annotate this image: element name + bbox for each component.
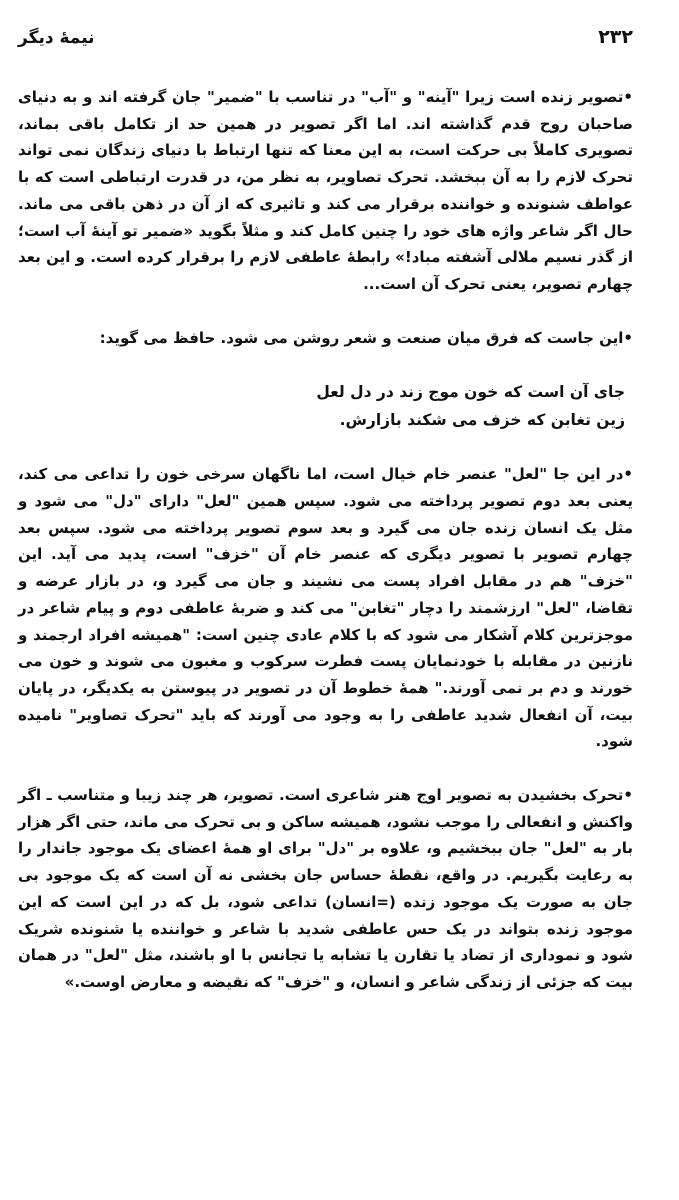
paragraph-4: •تحرک بخشیدن به تصویر اوج هنر شاعری است. تصویر، هر چند زیبا و متناسب ـ اگر واکنش و انفعالی را موجب نشود، همیشه ساکن و بی تحرک می ماند، حتی اگر هزار بار به "لعل" جان ببخشیم و، علاوه بر "دل" برای او همهٔ اعضای یک موجود جاندار را به رعایت بگیریم. در واقع، نقطهٔ حساس جان بخشی نه آن است که یک موجود بی جان به صورت یک موجود زنده (=انسان) تداعی شود، بل که در این است که این موجود زنده بتواند در یک حس عاطفی شدید با شاعر و خواننده یا شنونده شریک شود و نموداری از تضاد یا تقارن یا تشابه یا تجانس با او باشند، مثل "لعل" در همان بیت که جزئی از زندگی شاعر و انسان، و "خزف" که نقیضه و معارض اوست.» [18,786,633,991]
paragraph-gap [18,298,633,325]
paragraph-1: •تصویر زنده است زیرا "آینه" و "آب" در تناسب با "ضمیر" جان گرفته اند و به دنیای صاحبان روح قدم گذاشته اند. اما اگر تصویر در همین حد از تکامل باقی بماند، تصویری کاملاً بی حرکت است، به این معنا که تنها ارتباط با دنیای زندگان نمی تواند تحرک لازم را به آن ببخشد. تحرک تصاویر، به نظر من، در قدرت ارتباطی است که با عواطف شنونده و خواننده برقرار می کند و تاثیری که از آن در ذهن باقی می ماند. حال اگر شاعر واژه های خود را چنین کامل کند و مثلاً بگوید «ضمیر تو آینهٔ آب است؛ از گذر نسیم ملالی آشفته مباد!» رابطهٔ عاطفی لازم را برقرار کرده است. و این بعد چهارم تصویر، یعنی تحرک آن است... [18,88,633,293]
paragraph-gap [18,351,633,378]
page-number: ۲۳۲ [598,26,633,48]
paragraph-2: •این جاست که فرق میان صنعت و شعر روشن می شود. حافظ می گوید: [99,328,633,347]
paragraph-3: •در این جا "لعل" عنصر خام خیال است، اما ناگهان سرخی خون را تداعی می کند، یعنی بعد دوم تصویر پرداخته می شود. سپس همین "لعل" دارای "دل" می شود و مثل یک انسان زنده جان می گیرد و بعد سوم تصویر پرداخته می شود. سپس بعد چهارم تصویر با تصویر دیگری که عنصر خام آن "خزف" است، پدید می آید. این "خزف" هم در مقابل افراد پست می نشیند و جان می گیرد و، در بازار عرضه و تقاضا، "لعل" ارزشمند را دچار "تغابن" می کند و ضربهٔ عاطفی دوم و پیام شاعر در موجزترین کلام آشکار می شود که با کلام عادی چنین است: "همیشه افراد ارجمند و نازنین در مقابله با خودنمایان پست فطرت سرکوب و مغبون می شوند و خون می خورند و دم بر نمی آورند." همهٔ خطوط آن در تصویر در پیوستن به یکدیگر، در پایان بیت، آن انفعال شدید عاطفی را به وجود می آورند که باید "تحرک تصاویر" نامیده شود. [18,465,633,751]
paragraph-gap [18,755,633,782]
page-header [18,26,633,84]
poem-line-2: زین تغابن که خزف می شکند بازارش. [339,411,625,430]
poem-verse [18,378,633,434]
paragraph-gap [18,434,633,461]
running-title: نیمهٔ دیگر [18,28,95,48]
poem-line-1: جای آن است که خون موج زند در دل لعل [316,383,625,402]
